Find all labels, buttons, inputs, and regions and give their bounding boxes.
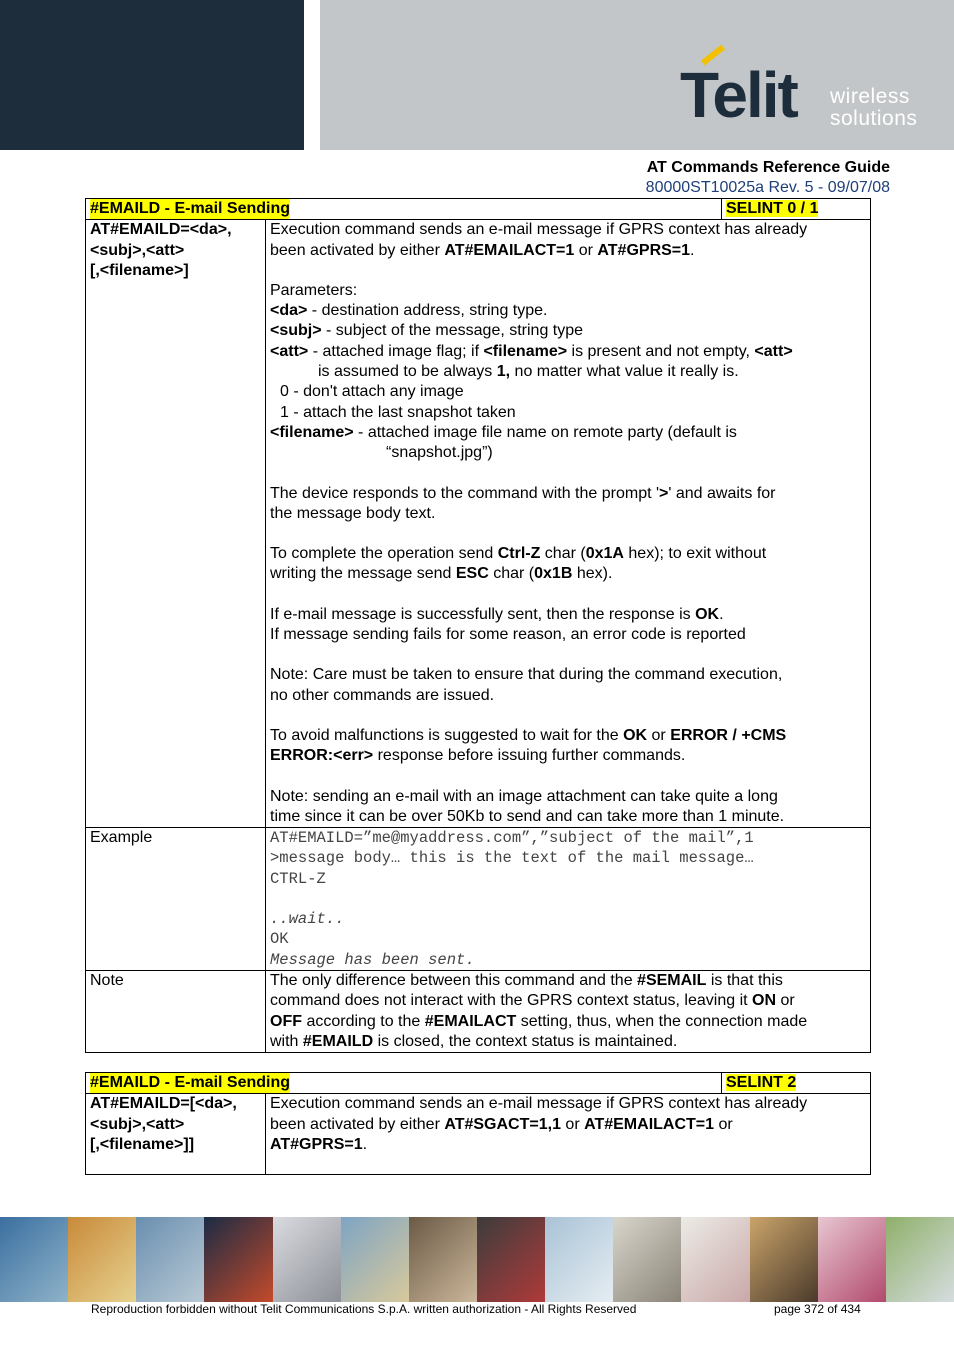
doc-revision: 80000ST10025a Rev. 5 - 09/07/08: [645, 179, 890, 196]
selint-badge: SELINT 2: [726, 1074, 797, 1091]
photo-tile: [613, 1217, 681, 1302]
header-dark-block: [0, 0, 304, 150]
photo-tile: [0, 1217, 68, 1302]
logo-tagline: wireless solutions: [830, 85, 918, 130]
command-title: #EMAILD - E-mail Sending: [90, 1073, 290, 1093]
photo-tile: [681, 1217, 749, 1302]
table-header-row: [86, 1073, 871, 1094]
photo-tile: [886, 1217, 954, 1302]
photo-tile: [136, 1217, 204, 1302]
note-text: The only difference between this command and the #SEMAIL is that this command does not interact with the GPRS context status, leaving it ON or OFF according to the #EMAILACT setting, thus, when the connection made with #EMAILD is closed, the context status is maintained.: [266, 970, 871, 1052]
table-row: [86, 970, 871, 1052]
table-row: [86, 220, 871, 828]
command-description: Execution command sends an e-mail message if GPRS context has already been activated by either AT#EMAILACT=1 or AT#GPRS=1. Parameters: <da> - destination address, string type. <subj> - subject of the message, string type <att> - attached image flag; if <filename> is present and not empty, <att> is assumed to be always 1, no matter what value it really is. 0 - don't attach any image 1 - attach the last snapshot taken <filename> - attached image file name on remote party (default is “snapshot.jpg”) The device responds to the command with the prompt '>' and awaits for the message body text. To complete the operation send Ctrl-Z char (0x1A hex); to exit without writing the message send ESC char (0x1B hex). If e-mail message is successfully sent, then the response is OK. If message sending fails for some reason, an error code is reported Note: Care must be taken to ensure that during the command execution, no other commands are issued. To avoid malfunctions is suggested to wait for the OK or ERROR / +CMS ERROR:<err> response before issuing further commands. Note: sending an e-mail with an image attachment can take quite a long time since it can be over 50Kb to send and can take more than 1 minute.: [266, 220, 871, 828]
note-label: Note: [86, 970, 266, 1052]
telit-logo: Telit: [680, 59, 797, 131]
photo-tile: [273, 1217, 341, 1302]
photo-tile: [750, 1217, 818, 1302]
footer-photo-strip: [0, 1217, 954, 1302]
doc-title: AT Commands Reference Guide: [646, 159, 890, 176]
table-header-row: [86, 199, 871, 220]
selint-badge: SELINT 0 / 1: [726, 200, 819, 217]
emaild-table-selint01: [85, 198, 871, 1053]
command-syntax: AT#EMAILD=[<da>, <subj>,<att> [,<filename>]]: [86, 1094, 266, 1175]
command-description: Execution command sends an e-mail message if GPRS context has already been activated by either AT#SGACT=1,1 or AT#EMAILACT=1 or AT#GPRS=1.: [266, 1094, 871, 1175]
emaild-table-selint2: [85, 1072, 871, 1175]
example-code: AT#EMAILD=”me@myaddress.com”,”subject of the mail”,1 >message body… this is the text of the mail message… CTRL-Z ..wait.. OK Message has been sent.: [266, 828, 871, 971]
command-title: #EMAILD - E-mail Sending: [90, 199, 290, 219]
photo-tile: [341, 1217, 409, 1302]
photo-tile: [818, 1217, 886, 1302]
photo-tile: [204, 1217, 272, 1302]
photo-tile: [477, 1217, 545, 1302]
example-label: Example: [86, 828, 266, 971]
page-number: page 372 of 434: [774, 1302, 861, 1316]
footer-copyright: Reproduction forbidden without Telit Communications S.p.A. written authorization - All Rights Reserved: [91, 1302, 637, 1316]
command-syntax: AT#EMAILD=<da>, <subj>,<att> [,<filename>]: [86, 220, 266, 828]
photo-tile: [68, 1217, 136, 1302]
table-row: [86, 828, 871, 971]
photo-tile: [545, 1217, 613, 1302]
table-row: [86, 1094, 871, 1175]
photo-tile: [409, 1217, 477, 1302]
